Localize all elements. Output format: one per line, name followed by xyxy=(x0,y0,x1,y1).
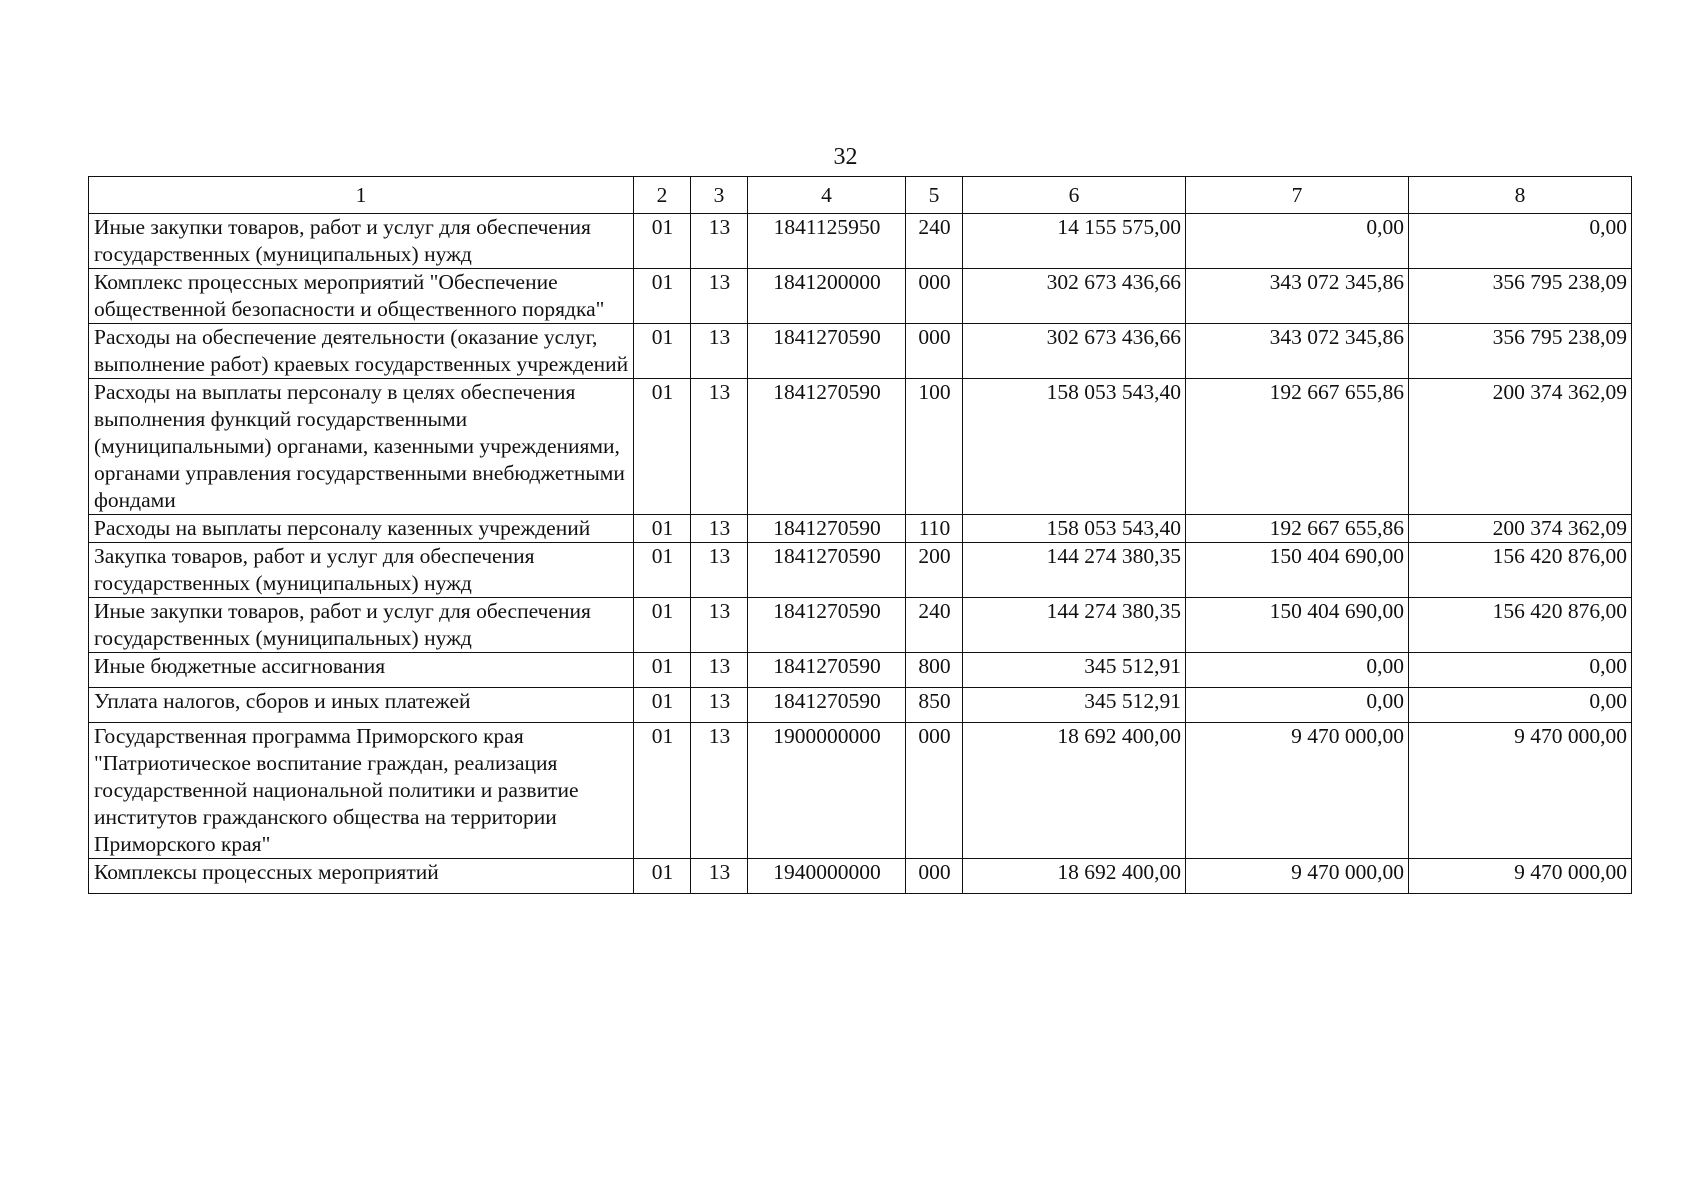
amount-col7: 192 667 655,86 xyxy=(1186,515,1409,543)
column-header: 1 xyxy=(89,177,634,214)
table-row xyxy=(89,324,1632,379)
target-article-code: 1900000000 xyxy=(748,723,906,859)
header-row xyxy=(89,177,1632,214)
row-description: Расходы на обеспечение деятельности (оказание услуг, выполнение работ) краевых государственных учреждений xyxy=(89,324,634,379)
subsection-code: 13 xyxy=(691,324,748,379)
page-number: 32 xyxy=(833,144,858,170)
expense-type-code: 000 xyxy=(906,723,963,859)
target-article-code: 1841270590 xyxy=(748,379,906,515)
section-code: 01 xyxy=(634,598,691,653)
budget-table xyxy=(88,176,1632,894)
amount-col8: 200 374 362,09 xyxy=(1409,515,1632,543)
target-article-code: 1841270590 xyxy=(748,653,906,688)
amount-col7: 343 072 345,86 xyxy=(1186,269,1409,324)
subsection-code: 13 xyxy=(691,653,748,688)
amount-col6: 158 053 543,40 xyxy=(963,515,1186,543)
row-description: Комплексы процессных мероприятий xyxy=(89,859,634,894)
expense-type-code: 100 xyxy=(906,379,963,515)
column-header: 6 xyxy=(963,177,1186,214)
amount-col6: 14 155 575,00 xyxy=(963,214,1186,269)
row-description: Расходы на выплаты персоналу в целях обеспечения выполнения функций государственными (муниципальными) органами, казенными учреждениями, органами управления государственными внебюджетными фондами xyxy=(89,379,634,515)
amount-col7: 150 404 690,00 xyxy=(1186,543,1409,598)
column-header: 2 xyxy=(634,177,691,214)
amount-col8: 356 795 238,09 xyxy=(1409,269,1632,324)
expense-type-code: 240 xyxy=(906,598,963,653)
subsection-code: 13 xyxy=(691,214,748,269)
subsection-code: 13 xyxy=(691,543,748,598)
row-description: Иные закупки товаров, работ и услуг для обеспечения государственных (муниципальных) нужд xyxy=(89,214,634,269)
target-article-code: 1841270590 xyxy=(748,543,906,598)
amount-col6: 302 673 436,66 xyxy=(963,324,1186,379)
table-row xyxy=(89,859,1632,894)
row-description: Расходы на выплаты персоналу казенных учреждений xyxy=(89,515,634,543)
subsection-code: 13 xyxy=(691,269,748,324)
expense-type-code: 800 xyxy=(906,653,963,688)
expense-type-code: 110 xyxy=(906,515,963,543)
amount-col8: 9 470 000,00 xyxy=(1409,723,1632,859)
amount-col8: 356 795 238,09 xyxy=(1409,324,1632,379)
subsection-code: 13 xyxy=(691,598,748,653)
section-code: 01 xyxy=(634,543,691,598)
amount-col8: 156 420 876,00 xyxy=(1409,543,1632,598)
amount-col8: 0,00 xyxy=(1409,214,1632,269)
row-description: Закупка товаров, работ и услуг для обеспечения государственных (муниципальных) нужд xyxy=(89,543,634,598)
table-row xyxy=(89,723,1632,859)
amount-col7: 9 470 000,00 xyxy=(1186,723,1409,859)
section-code: 01 xyxy=(634,653,691,688)
expense-type-code: 200 xyxy=(906,543,963,598)
expense-type-code: 000 xyxy=(906,859,963,894)
table-row xyxy=(89,688,1632,723)
amount-col8: 0,00 xyxy=(1409,653,1632,688)
row-description: Уплата налогов, сборов и иных платежей xyxy=(89,688,634,723)
column-header: 8 xyxy=(1409,177,1632,214)
amount-col8: 156 420 876,00 xyxy=(1409,598,1632,653)
amount-col7: 0,00 xyxy=(1186,688,1409,723)
section-code: 01 xyxy=(634,324,691,379)
amount-col6: 18 692 400,00 xyxy=(963,723,1186,859)
section-code: 01 xyxy=(634,269,691,324)
table-row xyxy=(89,214,1632,269)
section-code: 01 xyxy=(634,859,691,894)
amount-col6: 144 274 380,35 xyxy=(963,598,1186,653)
expense-type-code: 000 xyxy=(906,269,963,324)
expense-type-code: 000 xyxy=(906,324,963,379)
target-article-code: 1940000000 xyxy=(748,859,906,894)
subsection-code: 13 xyxy=(691,723,748,859)
expense-type-code: 850 xyxy=(906,688,963,723)
amount-col6: 302 673 436,66 xyxy=(963,269,1186,324)
amount-col7: 0,00 xyxy=(1186,214,1409,269)
target-article-code: 1841270590 xyxy=(748,598,906,653)
section-code: 01 xyxy=(634,379,691,515)
amount-col6: 144 274 380,35 xyxy=(963,543,1186,598)
row-description: Комплекс процессных мероприятий "Обеспечение общественной безопасности и общественного порядка" xyxy=(89,269,634,324)
section-code: 01 xyxy=(634,214,691,269)
table-row xyxy=(89,515,1632,543)
amount-col8: 0,00 xyxy=(1409,688,1632,723)
amount-col6: 345 512,91 xyxy=(963,653,1186,688)
table-row xyxy=(89,598,1632,653)
amount-col8: 9 470 000,00 xyxy=(1409,859,1632,894)
amount-col6: 158 053 543,40 xyxy=(963,379,1186,515)
subsection-code: 13 xyxy=(691,379,748,515)
column-header: 7 xyxy=(1186,177,1409,214)
amount-col7: 0,00 xyxy=(1186,653,1409,688)
amount-col7: 150 404 690,00 xyxy=(1186,598,1409,653)
subsection-code: 13 xyxy=(691,688,748,723)
subsection-code: 13 xyxy=(691,859,748,894)
section-code: 01 xyxy=(634,723,691,859)
target-article-code: 1841200000 xyxy=(748,269,906,324)
table-row xyxy=(89,543,1632,598)
table-row xyxy=(89,269,1632,324)
column-header: 3 xyxy=(691,177,748,214)
amount-col6: 18 692 400,00 xyxy=(963,859,1186,894)
amount-col7: 9 470 000,00 xyxy=(1186,859,1409,894)
expense-type-code: 240 xyxy=(906,214,963,269)
target-article-code: 1841125950 xyxy=(748,214,906,269)
row-description: Государственная программа Приморского края "Патриотическое воспитание граждан, реализация государственной национальной политики и развитие институтов гражданского общества на территории Приморского края" xyxy=(89,723,634,859)
target-article-code: 1841270590 xyxy=(748,688,906,723)
row-description: Иные закупки товаров, работ и услуг для обеспечения государственных (муниципальных) нужд xyxy=(89,598,634,653)
amount-col6: 345 512,91 xyxy=(963,688,1186,723)
amount-col7: 192 667 655,86 xyxy=(1186,379,1409,515)
column-header: 5 xyxy=(906,177,963,214)
column-header: 4 xyxy=(748,177,906,214)
amount-col7: 343 072 345,86 xyxy=(1186,324,1409,379)
table-row xyxy=(89,379,1632,515)
target-article-code: 1841270590 xyxy=(748,515,906,543)
section-code: 01 xyxy=(634,515,691,543)
section-code: 01 xyxy=(634,688,691,723)
subsection-code: 13 xyxy=(691,515,748,543)
target-article-code: 1841270590 xyxy=(748,324,906,379)
row-description: Иные бюджетные ассигнования xyxy=(89,653,634,688)
table-row xyxy=(89,653,1632,688)
amount-col8: 200 374 362,09 xyxy=(1409,379,1632,515)
